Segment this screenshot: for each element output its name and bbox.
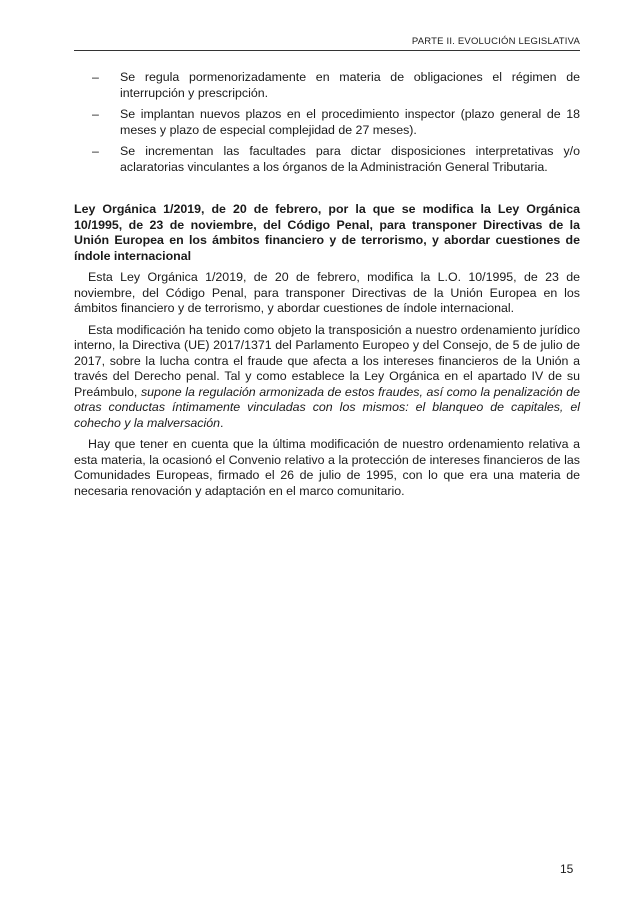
list-item: [74, 107, 580, 138]
paragraph-end: .: [220, 415, 224, 430]
section-title: PARTE II. EVOLUCIÓN LEGISLATIVA: [411, 36, 580, 47]
dash-marker: –: [92, 107, 99, 121]
section-heading: Ley Orgánica 1/2019, de 20 de febrero, por la que se modifica la Ley Orgánica 10/1995, de 23 de noviembre, del Código Penal, para transponer Directivas de la Unión Europea en los ámbitos financiero y de terrorismo, y abordar cuestiones de índole internacional: [74, 202, 580, 263]
body-text: [74, 270, 580, 505]
dash-marker: –: [92, 144, 99, 158]
list-item: [74, 144, 580, 175]
paragraph: [74, 323, 580, 432]
list-item: [74, 70, 580, 101]
list-item-text: Se regula pormenorizadamente en materia de obligaciones el régimen de interrupción y prescripción.: [120, 70, 580, 100]
paragraph-text: Esta modificación ha tenido como objeto la transposición a nuestro ordenamiento jurídico interno, la Directiva (UE) 2017/1371 del Parlamento Europeo y del Consejo, de 5 de julio de 2017, sobre la lucha contra el fraude que afecta a los intereses financieros de la Unión a través del Derecho penal. Tal y como establece la Ley Orgánica en el apartado IV de su Preámbulo,: [74, 322, 580, 399]
bullet-list: [74, 70, 580, 181]
dash-marker: –: [92, 70, 99, 84]
page-number: 15: [560, 862, 574, 876]
list-item-text: Se incrementan las facultades para dictar disposiciones interpretativas y/o aclaratorias vinculantes a los órganos de la Administración General Tributaria.: [120, 144, 580, 174]
preamble-quote: supone la regulación armonizada de estos fraudes, así como la penalización de otras conductas íntimamente vinculadas con los mismos: el blanqueo de capitales, el cohecho y la malversación: [74, 384, 581, 430]
running-header: [74, 36, 580, 51]
paragraph: Esta Ley Orgánica 1/2019, de 20 de febrero, modifica la L.O. 10/1995, de 23 de noviembre, del Código Penal, para transponer Directivas de la Unión Europea en los ámbitos financiero y de terrorismo, y abordar cuestiones de índole internacional.: [74, 270, 580, 315]
paragraph: Hay que tener en cuenta que la última modificación de nuestro ordenamiento relativa a esta materia, la ocasionó el Convenio relativo a la protección de intereses financieros de las Comunidades Europeas, firmado el 26 de julio de 1995, con lo que era una materia de necesaria renovación y adaptación en el marco comunitario.: [74, 437, 580, 498]
list-item-text: Se implantan nuevos plazos en el procedimiento inspector (plazo general de 18 meses y plazo de especial complejidad de 27 meses).: [120, 107, 580, 137]
